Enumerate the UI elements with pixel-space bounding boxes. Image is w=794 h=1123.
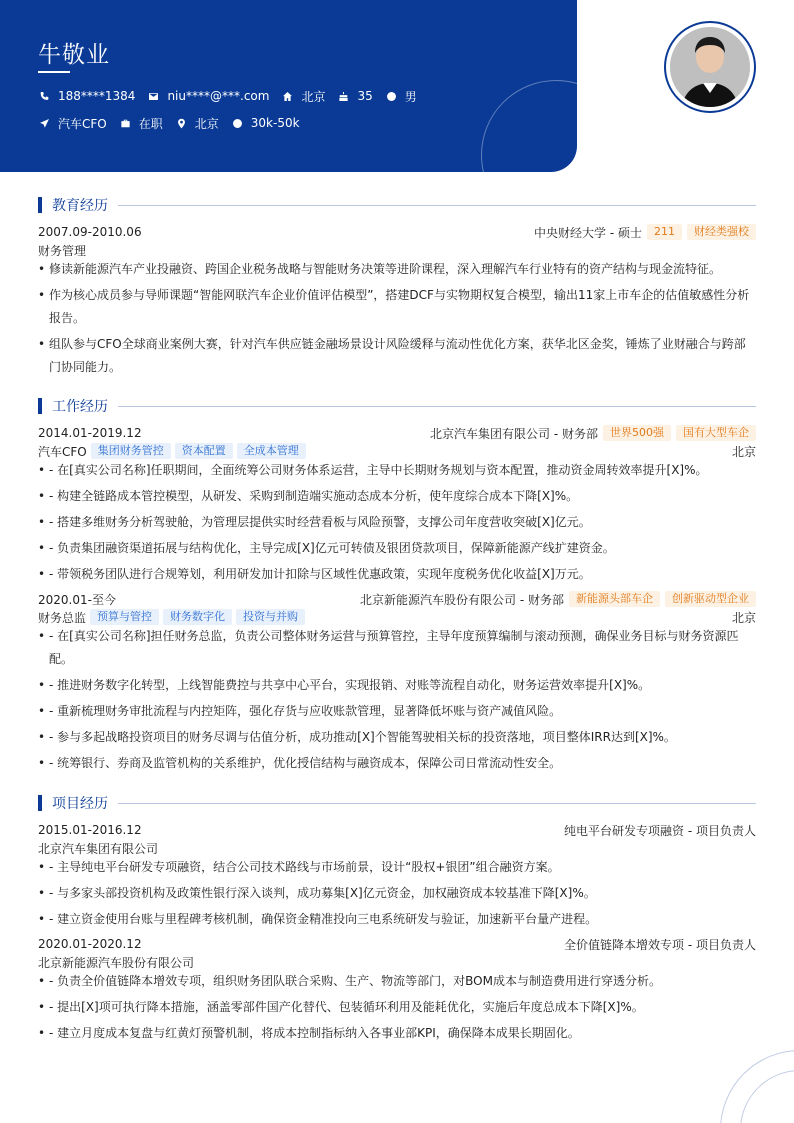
header-decoration-circle bbox=[481, 80, 577, 172]
briefcase-icon bbox=[119, 117, 132, 130]
section-title-text: 工作经历 bbox=[52, 399, 108, 415]
list-item: • - 提出[X]项可执行降本措施，涵盖零部件国产化替代、包装循环利用及能耗优化，实施后年度总成本下降[X]%。 bbox=[38, 996, 756, 1019]
school-tag: 211 bbox=[647, 224, 682, 240]
gender-text: 男 bbox=[404, 89, 417, 104]
target-city-text: 北京 bbox=[194, 116, 219, 131]
list-item: • - 重新梳理财务审批流程与内控矩阵，强化存货与应收账款管理，显著降低坏账与资产减值风险。 bbox=[38, 700, 756, 723]
education-period: 2007.09-2010.06 bbox=[38, 225, 142, 239]
work-header bbox=[38, 590, 756, 608]
email-item bbox=[147, 89, 269, 103]
project-period: 2015.01-2016.12 bbox=[38, 823, 142, 837]
avatar-frame bbox=[664, 21, 756, 113]
project-title: 纯电平台研发专项融资 - 项目负责人 bbox=[564, 823, 756, 838]
section-title-project bbox=[38, 794, 756, 812]
work-header bbox=[38, 424, 756, 442]
education-major: 财务管理 bbox=[38, 243, 87, 258]
list-item: • - 主导纯电平台研发专项融资，结合公司技术路线与市场前景，设计“股权+银团”组合融资方案。 bbox=[38, 856, 756, 879]
project-header bbox=[38, 935, 756, 953]
work-role: 财务总监 bbox=[38, 610, 87, 625]
work-role: 汽车CFO bbox=[38, 444, 87, 459]
work-role-row bbox=[38, 442, 756, 460]
list-item: • 修读新能源汽车产业投融资、跨国企业税务战略与智能财务决策等进阶课程，深入理解汽车行业特有的资产结构与现金流特征。 bbox=[38, 258, 756, 281]
project-header bbox=[38, 821, 756, 839]
work-company: 北京新能源汽车股份有限公司 - 财务部 bbox=[360, 592, 564, 607]
company-tag: 新能源头部车企 bbox=[569, 591, 660, 607]
project-bullets bbox=[38, 856, 756, 934]
avatar bbox=[670, 27, 750, 107]
company-tag: 世界500强 bbox=[603, 425, 671, 441]
home-icon bbox=[281, 90, 294, 103]
school-tag: 财经类强校 bbox=[687, 224, 756, 240]
list-item: • - 搭建多维财务分析驾驶舱，为管理层提供实时经营看板与风险预警，支撑公司年度营收突破[X]亿元。 bbox=[38, 511, 756, 534]
target-job-item bbox=[38, 115, 107, 132]
list-item: • - 带领税务团队进行合规筹划，利用研发加计扣除与区域性优惠政策，实现年度税务优化收益[X]万元。 bbox=[38, 563, 756, 586]
list-item: • 组队参与CFO全球商业案例大赛，针对汽车供应链金融场景设计风险缓释与流动性优化方案，获华北区金奖，锤炼了业财融合与跨部门协同能力。 bbox=[38, 333, 756, 379]
status-text: 在职 bbox=[138, 116, 163, 131]
education-bullets bbox=[38, 258, 756, 382]
location-item bbox=[281, 88, 325, 105]
work-period: 2014.01-2019.12 bbox=[38, 426, 142, 440]
salary-item bbox=[231, 116, 300, 130]
skill-tag: 全成本管理 bbox=[237, 443, 306, 459]
work-city: 北京 bbox=[731, 444, 756, 459]
section-title-work bbox=[38, 397, 756, 415]
list-item: • 作为核心成员参与导师课题“智能网联汽车企业价值评估模型”，搭建DCF与实物期权复合模型，输出11家上市车企的估值敏感性分析报告。 bbox=[38, 284, 756, 330]
send-icon bbox=[38, 117, 51, 130]
list-item: • - 与多家头部投资机构及政策性银行深入谈判，成功募集[X]亿元资金，加权融资成本较基准下降[X]%。 bbox=[38, 882, 756, 905]
list-item: • - 建立资金使用台账与里程碑考核机制，确保资金精准投向三电系统研发与验证，加速新平台量产进程。 bbox=[38, 908, 756, 931]
list-item: • - 统筹银行、券商及监管机构的关系维护，优化授信结构与融资成本，保障公司日常流动性安全。 bbox=[38, 752, 756, 775]
section-title-text: 项目经历 bbox=[52, 796, 108, 812]
education-school: 中央财经大学 - 硕士 bbox=[534, 225, 642, 240]
list-item: • - 推进财务数字化转型，上线智能费控与共享中心平台，实现报销、对账等流程自动化，财务运营效率提升[X]%。 bbox=[38, 674, 756, 697]
section-title-text: 教育经历 bbox=[52, 198, 108, 214]
candidate-name: 牛敬业 bbox=[38, 42, 110, 68]
money-icon bbox=[231, 117, 244, 130]
phone-text: 188****1384 bbox=[58, 89, 136, 103]
project-period: 2020.01-2020.12 bbox=[38, 937, 142, 951]
cake-icon bbox=[337, 90, 350, 103]
location-text: 北京 bbox=[301, 89, 326, 104]
target-job-text: 汽车CFO bbox=[58, 116, 107, 131]
map-pin-icon bbox=[175, 117, 188, 130]
work-period: 2020.01-至今 bbox=[38, 592, 116, 607]
target-city-item bbox=[175, 115, 219, 132]
education-major-row bbox=[38, 241, 756, 259]
skill-tag: 资本配置 bbox=[175, 443, 233, 459]
name-underline bbox=[38, 71, 70, 73]
list-item: • - 负责全价值链降本增效专项，组织财务团队联合采购、生产、物流等部门，对BOM成本与制造费用进行穿透分析。 bbox=[38, 970, 756, 993]
email-text: niu****@***.com bbox=[167, 89, 270, 103]
salary-text: 30k-50k bbox=[250, 116, 300, 130]
skill-tag: 财务数字化 bbox=[163, 609, 232, 625]
list-item: • - 建立月度成本复盘与红黄灯预警机制，将成本控制指标纳入各事业部KPI，确保降本成果长期固化。 bbox=[38, 1022, 756, 1045]
list-item: • - 参与多起战略投资项目的财务尽调与估值分析，成功推动[X]个智能驾驶相关标的投资落地，项目整体IRR达到[X]%。 bbox=[38, 726, 756, 749]
project-org-row bbox=[38, 953, 756, 971]
work-city: 北京 bbox=[731, 610, 756, 625]
job-intent-row bbox=[38, 115, 312, 131]
skill-tag: 投资与并购 bbox=[236, 609, 305, 625]
gender-item bbox=[385, 88, 417, 105]
contact-row bbox=[38, 88, 429, 104]
work-role-row bbox=[38, 608, 756, 626]
list-item: • - 在[真实公司名称]任职期间，全面统筹公司财务体系运营，主导中长期财务规划与资本配置，推动资金周转效率提升[X]%。 bbox=[38, 459, 756, 482]
work-bullets bbox=[38, 625, 756, 778]
company-tag: 国有大型车企 bbox=[676, 425, 756, 441]
skill-tag: 集团财务管控 bbox=[91, 443, 171, 459]
list-item: • - 构建全链路成本管控模型，从研发、采购到制造端实施动态成本分析，使年度综合成本下降[X]%。 bbox=[38, 485, 756, 508]
list-item: • - 负责集团融资渠道拓展与结构优化，主导完成[X]亿元可转债及银团贷款项目，保障新能源产线扩建资金。 bbox=[38, 537, 756, 560]
skill-tag: 预算与管控 bbox=[90, 609, 159, 625]
project-org: 北京新能源汽车股份有限公司 bbox=[38, 955, 195, 970]
company-tag: 创新驱动型企业 bbox=[665, 591, 756, 607]
phone-icon bbox=[38, 90, 51, 103]
header-banner bbox=[0, 0, 577, 172]
age-item bbox=[337, 89, 372, 103]
project-org: 北京汽车集团有限公司 bbox=[38, 841, 159, 856]
project-bullets bbox=[38, 970, 756, 1048]
project-org-row bbox=[38, 839, 756, 857]
work-company: 北京汽车集团有限公司 - 财务部 bbox=[430, 426, 598, 441]
list-item: • - 在[真实公司名称]担任财务总监，负责公司整体财务运营与预算管控，主导年度预算编制与滚动预测，确保业务目标与财务资源匹配。 bbox=[38, 625, 756, 671]
phone-item bbox=[38, 89, 135, 103]
status-item bbox=[119, 115, 163, 132]
email-icon bbox=[147, 90, 160, 103]
work-bullets bbox=[38, 459, 756, 589]
project-title: 全价值链降本增效专项 - 项目负责人 bbox=[564, 937, 756, 952]
gender-icon bbox=[385, 90, 398, 103]
section-title-education bbox=[38, 196, 756, 214]
age-text: 35 bbox=[357, 89, 373, 103]
education-header bbox=[38, 223, 756, 241]
